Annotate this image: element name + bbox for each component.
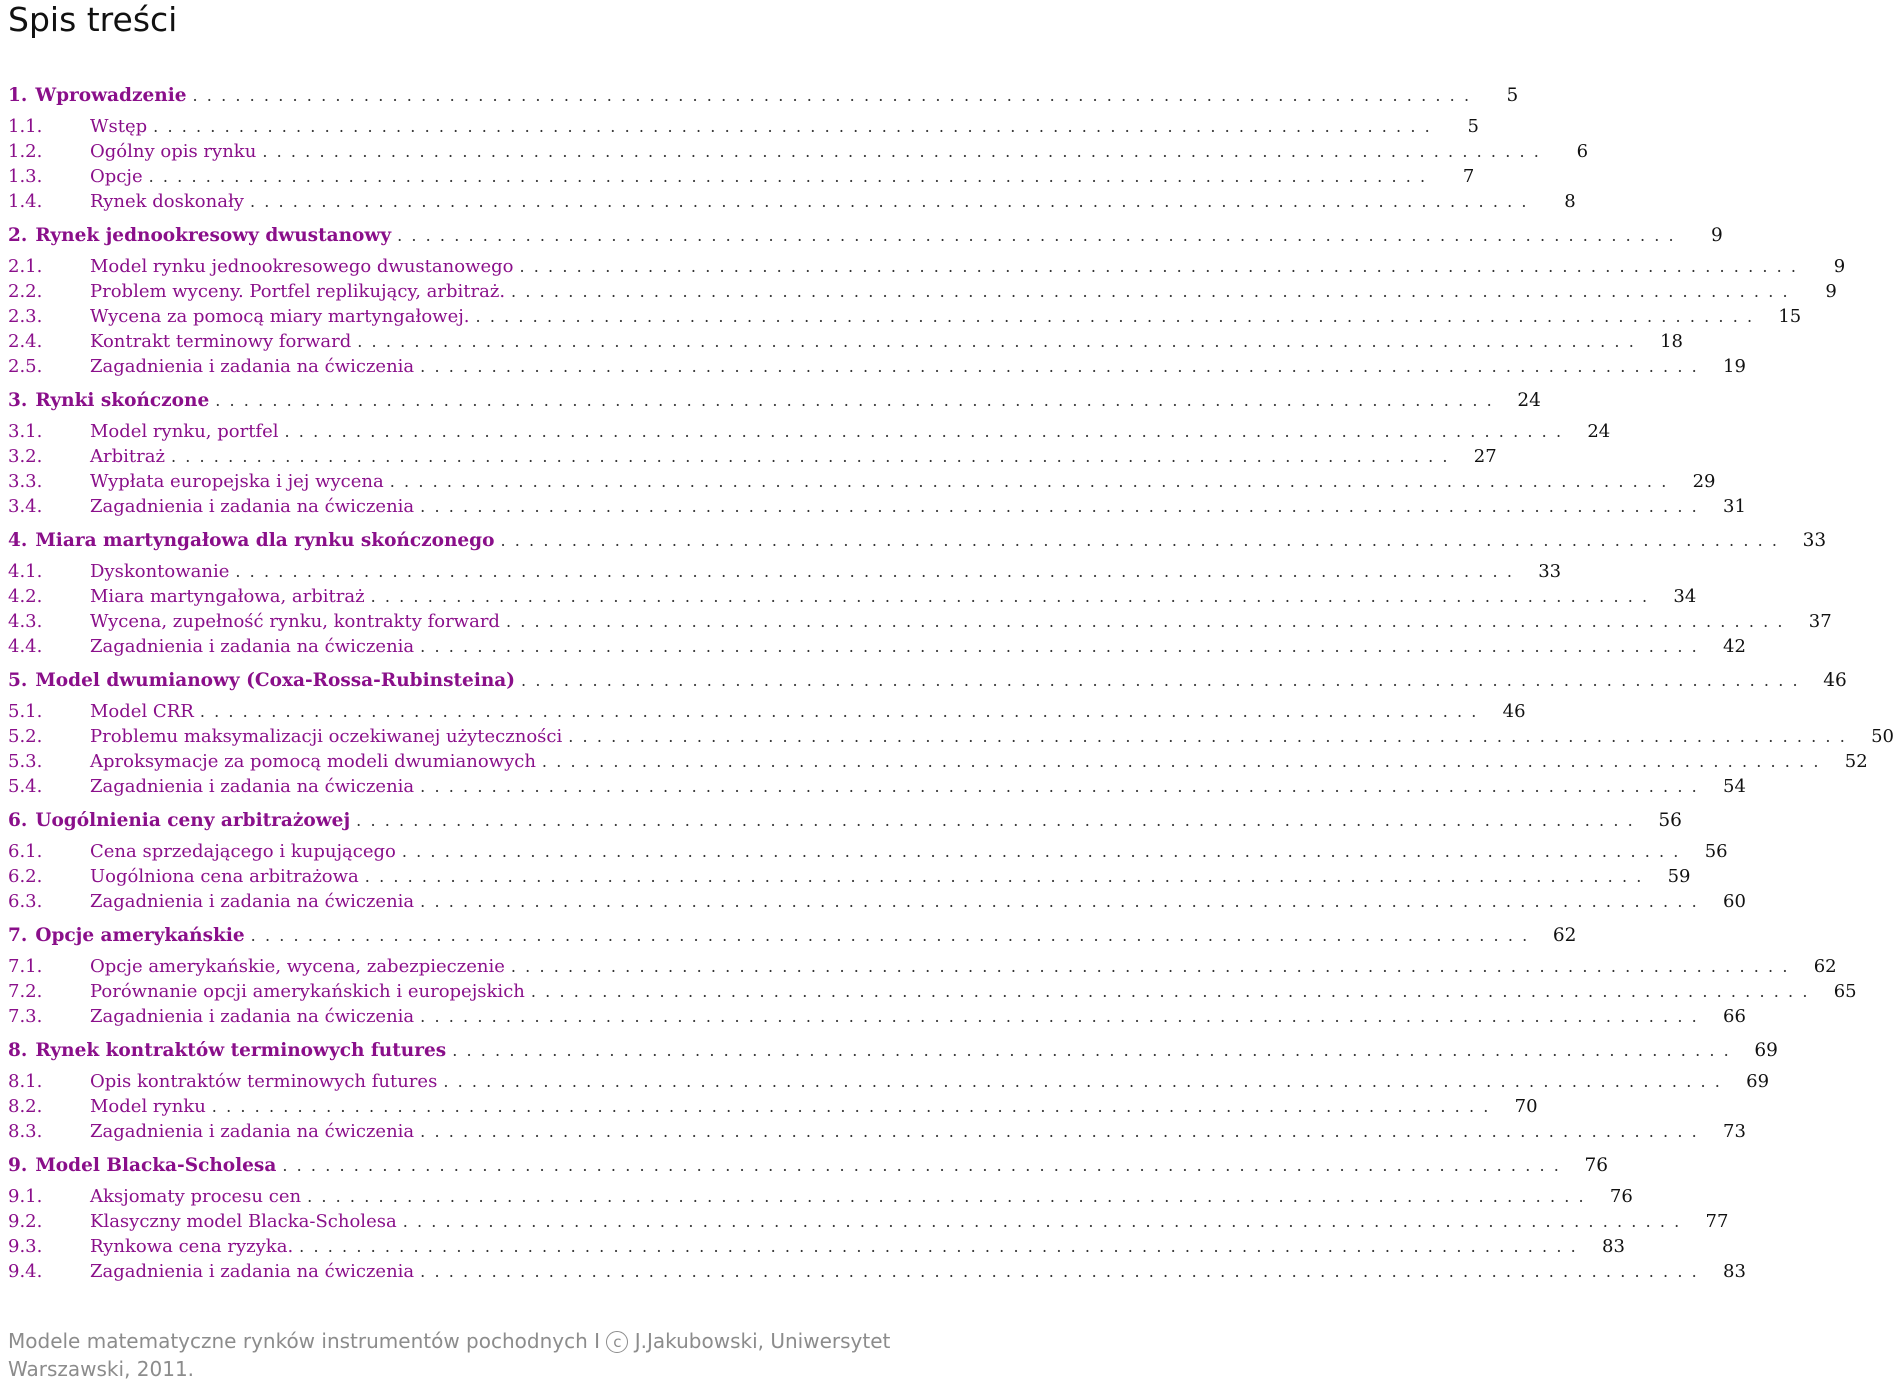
toc-chapter-entry[interactable] bbox=[8, 1039, 1778, 1063]
toc-entry-link[interactable]: Model rynku bbox=[90, 1096, 206, 1117]
toc-section-entry[interactable] bbox=[8, 165, 1475, 189]
toc-page-number: 9 bbox=[1825, 281, 1837, 302]
toc-page-number: 6 bbox=[1576, 141, 1589, 162]
toc-section-entry[interactable] bbox=[8, 560, 1562, 584]
dot-leader: .......................................................................................... bbox=[153, 117, 1439, 136]
toc-entry-number: 5.3. bbox=[8, 751, 43, 772]
toc-page-number: 5 bbox=[1467, 116, 1479, 137]
dot-leader: .......................................................................................... bbox=[370, 587, 1657, 606]
toc-page-number: 56 bbox=[1658, 810, 1682, 831]
toc-entry-link[interactable]: Zagadnienia i zadania na ćwiczenia bbox=[90, 636, 415, 657]
toc-page-number: 56 bbox=[1704, 841, 1728, 862]
toc-entry-number: 9.1. bbox=[8, 1186, 43, 1207]
dot-leader: .......................................................................................... bbox=[299, 1237, 1585, 1256]
toc-section-entry[interactable] bbox=[8, 1070, 1770, 1094]
toc-section-entry[interactable] bbox=[8, 700, 1526, 724]
toc-entry-link[interactable]: Rynek kontraktów terminowych futures bbox=[35, 1040, 447, 1061]
toc-entry-number: 6.1. bbox=[8, 841, 43, 862]
toc-entry-link[interactable]: Model rynku, portfel bbox=[90, 421, 279, 442]
toc-entry-link[interactable]: Klasyczny model Blacka-Scholesa bbox=[90, 1211, 397, 1232]
toc-section-entry[interactable] bbox=[8, 115, 1479, 139]
toc-page-number: 65 bbox=[1833, 981, 1857, 1002]
toc-entry-link[interactable]: Model dwumianowy (Coxa-Rossa-Rubinsteina) bbox=[35, 670, 516, 691]
dot-leader: .......................................................................................... bbox=[420, 777, 1706, 796]
toc-entry-link[interactable]: Opcje bbox=[90, 166, 143, 187]
toc-chapter-entry[interactable] bbox=[8, 924, 1577, 948]
page-title: Spis treści bbox=[8, 0, 178, 39]
toc-entry-number: 5.1. bbox=[8, 701, 43, 722]
toc-entry-link[interactable]: Zagadnienia i zadania na ćwiczenia bbox=[90, 1121, 415, 1142]
toc-chapter-entry[interactable] bbox=[8, 529, 1827, 553]
dot-leader: .......................................................................................... bbox=[420, 892, 1706, 911]
toc-entry-number: 4.2. bbox=[8, 586, 43, 607]
toc-section-entry[interactable] bbox=[8, 1005, 1746, 1029]
toc-page-number: 76 bbox=[1609, 1186, 1633, 1207]
dot-leader: .......................................................................................... bbox=[452, 1041, 1738, 1060]
toc-entry-number: 2.2. bbox=[8, 281, 43, 302]
toc-page-number: 69 bbox=[1746, 1071, 1770, 1092]
dot-leader: .......................................................................................... bbox=[420, 1122, 1706, 1141]
toc-entry-link[interactable]: Miara martyngałowa, arbitraż bbox=[90, 586, 365, 607]
dot-leader: .......................................................................................... bbox=[389, 472, 1676, 491]
toc-entry-number: 9.4. bbox=[8, 1261, 43, 1282]
dot-leader: .......................................................................................... bbox=[397, 226, 1683, 245]
toc-section-entry[interactable] bbox=[8, 280, 1837, 304]
toc-page-number: 66 bbox=[1723, 1006, 1746, 1027]
dot-leader: .......................................................................................... bbox=[510, 957, 1797, 976]
toc-entry-link[interactable]: Porównanie opcji amerykańskich i europejskich bbox=[90, 981, 525, 1002]
toc-section-entry[interactable] bbox=[8, 1210, 1729, 1234]
toc-entry-link[interactable]: Rynkowa cena ryzyka. bbox=[90, 1236, 294, 1257]
dot-leader: .......................................................................................... bbox=[262, 142, 1549, 161]
footer-text-start: Modele matematyczne rynków instrumentów pochodnych I bbox=[8, 1329, 607, 1353]
toc-entry-number: 3.3. bbox=[8, 471, 43, 492]
toc-entry-number: 5.2. bbox=[8, 726, 43, 747]
toc-entry-number: 6.3. bbox=[8, 891, 43, 912]
toc-entry-number: 1.2. bbox=[8, 141, 43, 162]
toc-entry-link[interactable]: Rynki skończone bbox=[35, 390, 210, 411]
toc-chapter-entry[interactable] bbox=[8, 1154, 1609, 1178]
toc-entry-number: 2.1. bbox=[8, 256, 43, 277]
toc-section-entry[interactable] bbox=[8, 890, 1746, 914]
toc-section-entry[interactable] bbox=[8, 750, 1868, 774]
toc-section-entry[interactable] bbox=[8, 955, 1837, 979]
toc-page-number: 37 bbox=[1808, 611, 1832, 632]
dot-leader: .......................................................................................... bbox=[364, 867, 1651, 886]
footer-text-end: J.Jakubowski, Uniwersytet Warszawski, 2011. bbox=[8, 1329, 891, 1381]
toc-page-number: 42 bbox=[1723, 636, 1746, 657]
dot-leader: .......................................................................................... bbox=[420, 1262, 1706, 1281]
toc-page-number: 69 bbox=[1754, 1040, 1778, 1061]
toc-entry-link[interactable]: Uogólniona cena arbitrażowa bbox=[90, 866, 359, 887]
toc-section-entry[interactable] bbox=[8, 980, 1857, 1004]
toc-entry-link[interactable]: Arbitraż bbox=[90, 446, 165, 467]
toc-entry-number: 5.4. bbox=[8, 776, 43, 797]
toc-chapter-entry[interactable] bbox=[8, 809, 1682, 833]
toc-page-number: 70 bbox=[1514, 1096, 1538, 1117]
toc-entry-link[interactable]: Miara martyngałowa dla rynku skończonego bbox=[35, 530, 495, 551]
toc-entry-number: 8.2. bbox=[8, 1096, 43, 1117]
toc-section-entry[interactable] bbox=[8, 305, 1802, 329]
toc-entry-number: 7.2. bbox=[8, 981, 43, 1002]
dot-leader: .......................................................................................... bbox=[401, 842, 1688, 861]
toc-page-number: 34 bbox=[1673, 586, 1697, 607]
toc-entry-link[interactable]: Problemu maksymalizacji oczekiwanej użyteczności bbox=[90, 726, 563, 747]
toc-entry-number: 5. bbox=[8, 670, 28, 691]
toc-chapter-entry[interactable] bbox=[8, 84, 1519, 108]
dot-leader: .......................................................................................... bbox=[511, 282, 1797, 301]
toc-section-entry[interactable] bbox=[8, 470, 1716, 494]
toc-entry-number: 2. bbox=[8, 225, 28, 246]
toc-entry-number: 4. bbox=[8, 530, 28, 551]
toc-entry-number: 1.1. bbox=[8, 116, 43, 137]
dot-leader: .......................................................................................... bbox=[505, 612, 1792, 631]
toc-page-number: 29 bbox=[1692, 471, 1716, 492]
dot-leader: .......................................................................................... bbox=[199, 702, 1486, 721]
toc-entry-number: 8.3. bbox=[8, 1121, 43, 1142]
toc-page-number: 19 bbox=[1723, 356, 1746, 377]
toc-entry-link[interactable]: Aproksymacje za pomocą modeli dwumianowych bbox=[90, 751, 536, 772]
dot-leader: .......................................................................................... bbox=[307, 1187, 1593, 1206]
toc-entry-link[interactable]: Model Blacka-Scholesa bbox=[35, 1155, 277, 1176]
toc-section-entry[interactable] bbox=[8, 635, 1746, 659]
toc-entry-link[interactable]: Dyskontowanie bbox=[90, 561, 230, 582]
copyright-icon: c bbox=[606, 1331, 628, 1353]
toc-entry-number: 2.3. bbox=[8, 306, 43, 327]
dot-leader: .......................................................................................... bbox=[402, 1212, 1689, 1231]
dot-leader: .......................................................................................... bbox=[235, 562, 1522, 581]
toc-section-entry[interactable] bbox=[8, 1120, 1746, 1144]
toc-section-entry[interactable] bbox=[8, 420, 1611, 444]
toc-entry-link[interactable]: Wycena za pomocą miary martyngałowej. bbox=[90, 306, 470, 327]
toc-page-number: 33 bbox=[1802, 530, 1827, 551]
dot-leader: .......................................................................................... bbox=[211, 1097, 1498, 1116]
toc-entry-number: 1.3. bbox=[8, 166, 43, 187]
toc-entry-link[interactable]: Model rynku jednookresowego dwustanowego bbox=[90, 256, 514, 277]
toc-page-number: 76 bbox=[1584, 1155, 1609, 1176]
toc-entry-link[interactable]: Wycena, zupełność rynku, kontrakty forward bbox=[90, 611, 500, 632]
toc-page-number: 33 bbox=[1538, 561, 1562, 582]
toc-entry-number: 2.4. bbox=[8, 331, 43, 352]
toc-entry-link[interactable]: Zagadnienia i zadania na ćwiczenia bbox=[90, 1261, 415, 1282]
dot-leader: .......................................................................................... bbox=[519, 257, 1806, 276]
toc-section-entry[interactable] bbox=[8, 190, 1576, 214]
toc-entry-number: 4.3. bbox=[8, 611, 43, 632]
toc-entry-link[interactable]: Opis kontraktów terminowych futures bbox=[90, 1071, 438, 1092]
toc-page-number: 62 bbox=[1552, 925, 1577, 946]
toc-entry-number: 6.2. bbox=[8, 866, 43, 887]
toc-section-entry[interactable] bbox=[8, 775, 1746, 799]
dot-leader: .......................................................................................... bbox=[249, 192, 1536, 211]
dot-leader: .......................................................................................... bbox=[568, 727, 1854, 746]
toc-entry-number: 3.2. bbox=[8, 446, 43, 467]
toc-entry-number: 3.4. bbox=[8, 496, 43, 517]
toc-page-number: 73 bbox=[1723, 1121, 1746, 1142]
toc-section-entry[interactable] bbox=[8, 255, 1846, 279]
toc-page-number: 9 bbox=[1833, 256, 1846, 277]
toc-entry-link[interactable]: Kontrakt terminowy forward bbox=[90, 331, 352, 352]
toc-page-number: 27 bbox=[1473, 446, 1497, 467]
toc-page-number: 83 bbox=[1602, 1236, 1625, 1257]
toc-page-number: 50 bbox=[1871, 726, 1894, 747]
toc-chapter-entry[interactable] bbox=[8, 389, 1541, 413]
toc-section-entry[interactable] bbox=[8, 445, 1497, 469]
toc-section-entry[interactable] bbox=[8, 585, 1697, 609]
footer bbox=[8, 1327, 948, 1383]
toc-page-number: 15 bbox=[1778, 306, 1802, 327]
toc-page-number: 31 bbox=[1723, 496, 1746, 517]
dot-leader: .......................................................................................... bbox=[521, 671, 1807, 690]
dot-leader: .......................................................................................... bbox=[420, 497, 1706, 516]
toc-entry-number: 7.3. bbox=[8, 1006, 43, 1027]
dot-leader: .......................................................................................... bbox=[170, 447, 1457, 466]
toc-entry-link[interactable]: Uogólnienia ceny arbitrażowej bbox=[35, 810, 351, 831]
toc-entry-link[interactable]: Wprowadzenie bbox=[35, 85, 187, 106]
dot-leader: .......................................................................................... bbox=[192, 86, 1479, 105]
toc-section-entry[interactable] bbox=[8, 725, 1894, 749]
toc-entry-number: 6. bbox=[8, 810, 28, 831]
toc-page-number: 46 bbox=[1823, 670, 1847, 691]
toc-entry-link[interactable]: Ogólny opis rynku bbox=[90, 141, 257, 162]
toc-section-entry[interactable] bbox=[8, 865, 1691, 889]
toc-page-number: 77 bbox=[1705, 1211, 1729, 1232]
dot-leader: .......................................................................................... bbox=[356, 811, 1642, 830]
dot-leader: .......................................................................................... bbox=[357, 332, 1643, 351]
toc-section-entry[interactable] bbox=[8, 1095, 1538, 1119]
toc-chapter-entry[interactable] bbox=[8, 669, 1847, 693]
dot-leader: .......................................................................................... bbox=[541, 752, 1828, 771]
toc-section-entry[interactable] bbox=[8, 610, 1832, 634]
dot-leader: .......................................................................................... bbox=[284, 422, 1571, 441]
toc-section-entry[interactable] bbox=[8, 355, 1746, 379]
dot-leader: .......................................................................................... bbox=[500, 531, 1787, 550]
toc-page-number: 7 bbox=[1462, 166, 1475, 187]
toc-entry-number: 9. bbox=[8, 1155, 28, 1176]
toc-section-entry[interactable] bbox=[8, 140, 1589, 164]
toc-section-entry[interactable] bbox=[8, 330, 1683, 354]
toc-page-number: 18 bbox=[1660, 331, 1683, 352]
toc-entry-number: 8. bbox=[8, 1040, 28, 1061]
toc-entry-number: 3.1. bbox=[8, 421, 43, 442]
toc-entry-link[interactable]: Zagadnienia i zadania na ćwiczenia bbox=[90, 496, 415, 517]
toc-entry-number: 3. bbox=[8, 390, 28, 411]
toc-entry-link[interactable]: Zagadnienia i zadania na ćwiczenia bbox=[90, 1006, 415, 1027]
dot-leader: .......................................................................................... bbox=[420, 1007, 1706, 1026]
toc-entry-link[interactable]: Aksjomaty procesu cen bbox=[90, 1186, 302, 1207]
toc-section-entry[interactable] bbox=[8, 840, 1728, 864]
toc-page-number: 9 bbox=[1711, 225, 1723, 246]
dot-leader: .......................................................................................... bbox=[250, 926, 1537, 945]
dot-leader: .......................................................................................... bbox=[530, 982, 1817, 1001]
toc-entry-number: 2.5. bbox=[8, 356, 43, 377]
toc-page-number: 8 bbox=[1564, 191, 1576, 212]
toc-chapter-entry[interactable] bbox=[8, 224, 1723, 248]
dot-leader: .......................................................................................... bbox=[215, 391, 1501, 410]
dot-leader: .......................................................................................... bbox=[443, 1072, 1730, 1091]
toc-entry-number: 9.3. bbox=[8, 1236, 43, 1257]
toc-entry-number: 7. bbox=[8, 925, 28, 946]
toc-entry-link[interactable]: Zagadnienia i zadania na ćwiczenia bbox=[90, 891, 415, 912]
toc-page-number: 24 bbox=[1517, 390, 1541, 411]
toc-entry-link[interactable]: Rynek doskonały bbox=[90, 191, 244, 212]
toc-section-entry[interactable] bbox=[8, 1185, 1633, 1209]
toc-entry-link[interactable]: Opcje amerykańskie, wycena, zabezpieczenie bbox=[90, 956, 505, 977]
toc-entry-link[interactable]: Problem wyceny. Portfel replikujący, arbitraż. bbox=[90, 281, 506, 302]
toc-page-number: 62 bbox=[1813, 956, 1837, 977]
dot-leader: .......................................................................................... bbox=[420, 357, 1706, 376]
toc-page-number: 60 bbox=[1723, 891, 1746, 912]
toc-entry-number: 8.1. bbox=[8, 1071, 43, 1092]
toc-entry-number: 7.1. bbox=[8, 956, 43, 977]
toc-entry-number: 9.2. bbox=[8, 1211, 43, 1232]
toc-entry-link[interactable]: Rynek jednookresowy dwustanowy bbox=[35, 225, 392, 246]
toc-entry-number: 4.4. bbox=[8, 636, 43, 657]
toc-entry-link[interactable]: Cena sprzedającego i kupującego bbox=[90, 841, 396, 862]
toc-entry-number: 4.1. bbox=[8, 561, 43, 582]
dot-leader: .......................................................................................... bbox=[475, 307, 1762, 326]
toc-entry-link[interactable]: Wstęp bbox=[90, 116, 148, 137]
toc-page-number: 83 bbox=[1723, 1261, 1746, 1282]
toc-page-number: 24 bbox=[1587, 421, 1611, 442]
dot-leader: .......................................................................................... bbox=[148, 167, 1435, 186]
dot-leader: .......................................................................................... bbox=[420, 637, 1706, 656]
toc-page-number: 46 bbox=[1502, 701, 1526, 722]
toc-section-entry[interactable] bbox=[8, 1260, 1746, 1284]
toc-page-number: 54 bbox=[1723, 776, 1746, 797]
toc-page-number: 59 bbox=[1667, 866, 1691, 887]
toc-entry-link[interactable]: Wypłata europejska i jej wycena bbox=[90, 471, 384, 492]
toc-entry-link[interactable]: Zagadnienia i zadania na ćwiczenia bbox=[90, 356, 415, 377]
toc-entry-number: 1. bbox=[8, 85, 28, 106]
toc-entry-link[interactable]: Model CRR bbox=[90, 701, 194, 722]
dot-leader: .......................................................................................... bbox=[282, 1156, 1569, 1175]
toc-entry-link[interactable]: Opcje amerykańskie bbox=[35, 925, 245, 946]
toc-entry-link[interactable]: Zagadnienia i zadania na ćwiczenia bbox=[90, 776, 415, 797]
toc-section-entry[interactable] bbox=[8, 495, 1746, 519]
toc-page-number: 5 bbox=[1506, 85, 1519, 106]
toc-section-entry[interactable] bbox=[8, 1235, 1625, 1259]
toc-entry-number: 1.4. bbox=[8, 191, 43, 212]
toc-page-number: 52 bbox=[1844, 751, 1868, 772]
